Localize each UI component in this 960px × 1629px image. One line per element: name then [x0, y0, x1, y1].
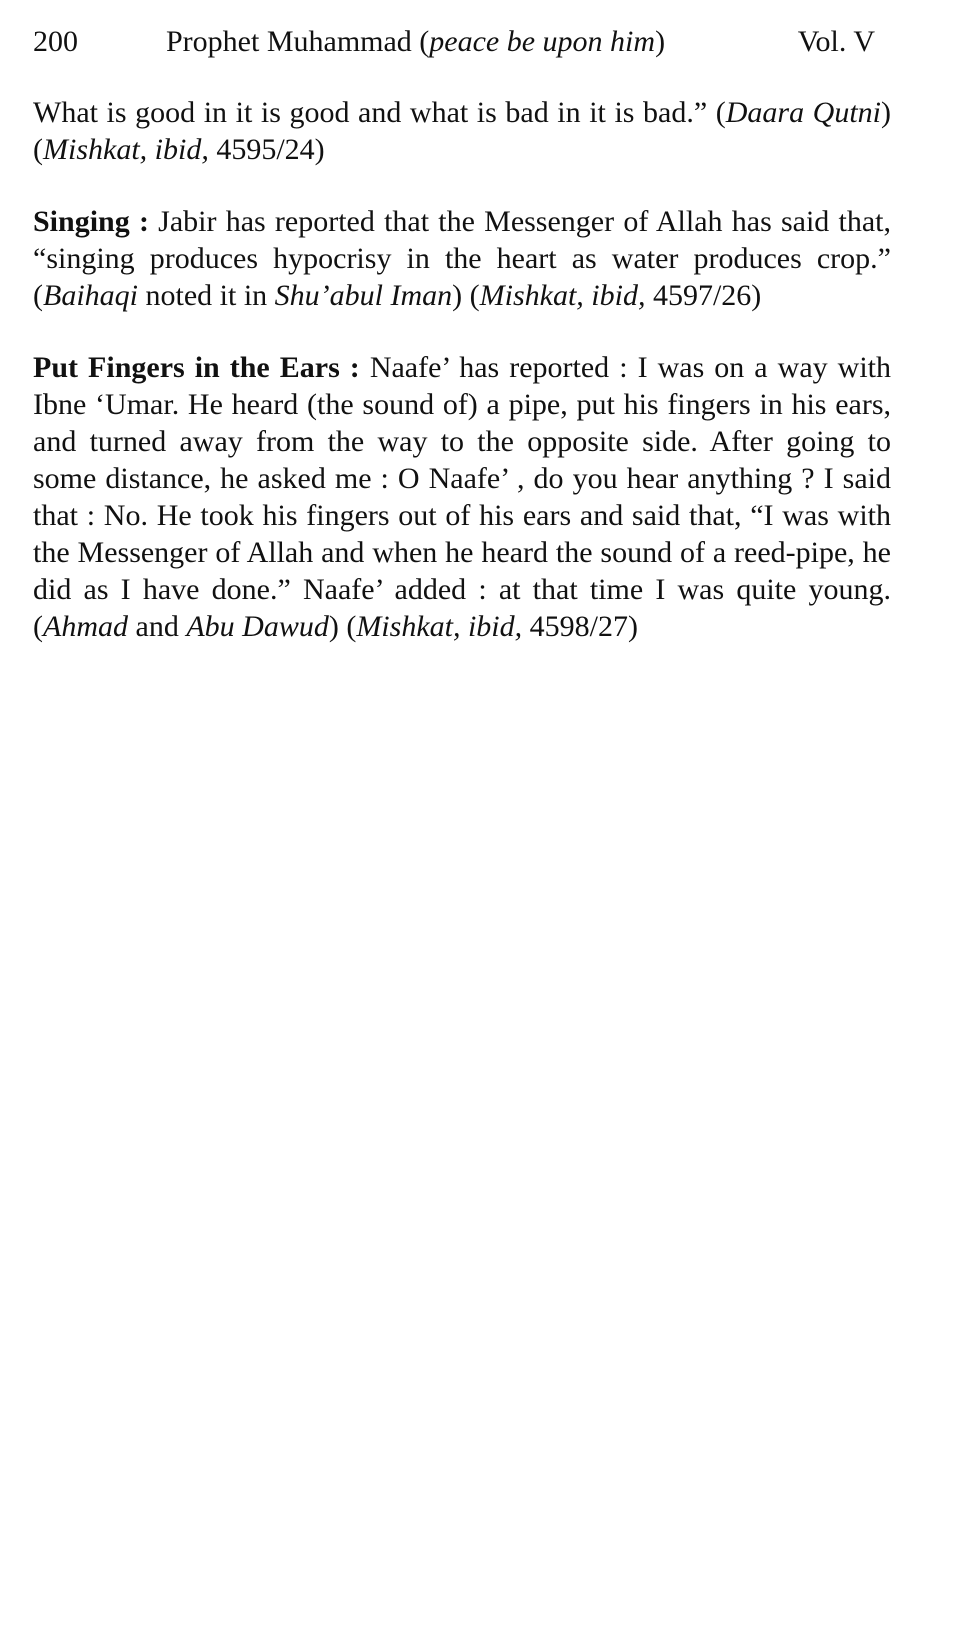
section-heading-singing: Singing :: [33, 205, 149, 238]
text-segment: noted it in: [138, 279, 275, 312]
citation-source: Abu Dawud: [186, 610, 329, 643]
citation-source: Mishkat, ibid,: [43, 133, 209, 166]
book-title-suffix: ): [655, 25, 666, 58]
text-segment: ) (: [33, 96, 891, 166]
text-segment: and: [128, 610, 187, 643]
citation-source: Baihaqi: [43, 279, 138, 312]
citation-source: Mishkat, ibid,: [356, 610, 523, 643]
text-segment: ) (: [452, 279, 480, 312]
citation-source: Shu’abul Iman: [274, 279, 453, 312]
paragraph-continuation: [33, 94, 891, 168]
section-heading-put-fingers: Put Fingers in the Ears :: [33, 351, 360, 384]
volume-label: Vol. V: [797, 25, 875, 58]
paragraph-singing: [33, 203, 891, 314]
book-title: [166, 22, 665, 62]
book-title-honorific: peace be upon him: [429, 25, 656, 58]
citation-number: 4597/26): [645, 279, 762, 312]
citation-number: 4598/27): [522, 610, 638, 643]
text-segment: Naafe’ has reported : I was on a way with Ibne ‘Umar. He heard (the sound of) a pipe, put his fingers in his ears, and turned away from the way to the opposite side. After going to some distance, he asked me : O Naafe’ , do you hear anything ? I said that : No. He took his fingers out of his ears and said that, “I was with the Messenger of Allah and when he heard the sound of a reed-pipe, he did as I have done.” Naafe’ added : at that time I was quite young. (: [33, 351, 891, 643]
body-text: [33, 94, 891, 680]
page-number: 200: [33, 25, 78, 58]
citation-source: Ahmad: [43, 610, 128, 643]
paragraph-put-fingers: [33, 349, 891, 645]
running-head: [33, 22, 893, 62]
citation-source: Daara Qutni: [725, 96, 881, 129]
text-segment: Jabir has reported that the Messenger of Allah has said that, “singing produces hypocrisy in the heart as water produces crop.” (: [33, 205, 891, 312]
citation-source: Mishkat, ibid,: [479, 279, 646, 312]
book-title-prefix: Prophet Muhammad (: [166, 25, 430, 58]
text-segment: ) (: [328, 610, 357, 643]
citation-number: 4595/24): [208, 133, 325, 166]
text-segment: What is good in it is good and what is bad in it is bad.” (: [33, 96, 726, 129]
